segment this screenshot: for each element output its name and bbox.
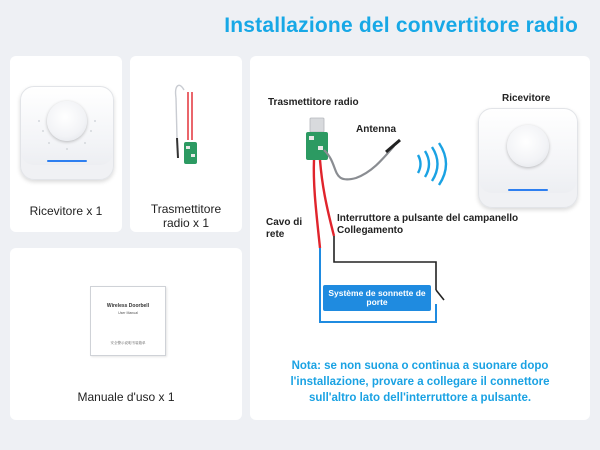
bell-system-box xyxy=(323,285,431,311)
receiver-button xyxy=(47,101,87,141)
receiver-card xyxy=(10,56,122,232)
installation-note: Nota: se non suona o continua a suonare dopo l'installazione, provare a collegare il connettore sull'altro lato dell'interruttore a pulsante. xyxy=(290,360,550,405)
diagram-receiver-button xyxy=(507,125,549,167)
diagram-receiver-label: Ricevitore xyxy=(502,93,551,104)
manual-card xyxy=(10,248,242,420)
bell-system-label: Système de sonnette de porte xyxy=(328,287,426,307)
page-title: Installazione del convertitore radio xyxy=(224,14,578,37)
manual-cover-footer: 安全警示说明书装箱单 xyxy=(110,341,146,345)
receiver-label: Ricevitore x 1 xyxy=(29,204,103,218)
receiver-led xyxy=(47,160,87,162)
cable-label: Cavo di rete xyxy=(266,217,303,240)
transmitter-label: Trasmettitore radio x 1 xyxy=(150,202,222,231)
manual-cover-title: Wireless Doorbell xyxy=(106,303,150,309)
diagram-transmitter-label: Trasmettitore radio xyxy=(268,97,359,108)
manual-image xyxy=(90,286,166,356)
diagram-receiver-image xyxy=(478,108,578,208)
manual-label: Manuale d'uso x 1 xyxy=(77,390,175,404)
switch-label: Interruttore a pulsante del campanello Collegamento xyxy=(337,213,519,236)
transmitter-image xyxy=(130,70,242,190)
transmitter-card xyxy=(130,56,242,232)
diagram-receiver-led xyxy=(508,189,548,191)
receiver-image xyxy=(20,86,114,180)
manual-cover-subtitle: User Manual xyxy=(118,311,138,315)
antenna-label: Antenna xyxy=(356,124,396,135)
